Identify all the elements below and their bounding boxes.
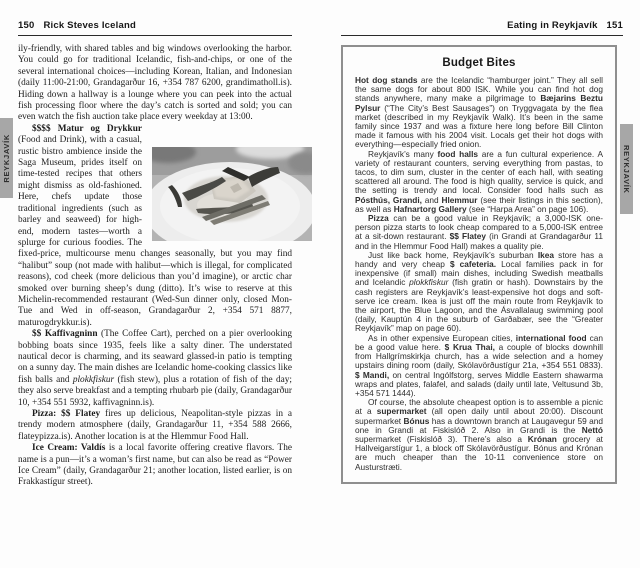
text-run: (The Coffee Cart), perched on a pier overlooking bobbing boats since 1935, feels like a salty diner. The understated nautical decor is charming, and its seaward glassed-in patio is tempting on a sunny day. The main dishes are Icelandic home-cooking classics like fish balls and <box>18 329 292 385</box>
text-run: Nettó <box>581 424 603 435</box>
budget-bites-box <box>341 45 617 484</box>
header-rule-left <box>18 35 292 36</box>
text-run: $$ Kaffivagninn <box>32 329 98 340</box>
page-number-left: 150 <box>18 20 35 31</box>
text-run: As in other expensive European cities, <box>368 332 516 343</box>
section-tab-label: REYKJAVÍK <box>622 144 631 194</box>
text-run: has a downtown branch at Laugavegur 59 and one in Grandi at Fiskislóð 2. Also in Grandi is the <box>355 415 604 435</box>
food-photo-image <box>152 147 312 241</box>
text-run: ily-friendly, with shared tables and big windows overlooking the harbor. You could go for traditional Icelandic, fish-and-chips, or one of the several international choices—including Korean, Italian, and Indonesian (daily 11:00-21:00, Grandagarður 16, +354 787 6200, grandimatholl.is). Hiding down a hallway is a lounge where you can peek into the actual fish processing floor where the day’s catch is sorted and sold; you can even watch the fish auction take place every weekday at 13:00. <box>18 44 292 123</box>
paragraph <box>355 398 603 472</box>
page-left <box>18 20 292 489</box>
text-run: (Food and Drink), with a casual, rustic bistro ambience inside the Saga Museum, prides itself on time-tested recipes that others might dismiss as old-fashioned. Here, chefs update those traditional ingredients (such as barley and seaweed) for high-end, modern tastes—worth a splurge for curious foodies. The fixed-price, multicourse menu changes seasonally, but you may find “halibut” soup (not made with halibut—which is illegal, for complicated reasons), cod cheek (more delicious than you’d imagine), or arctic char smoked over burning sheep’s dung (ditto). It’s wise to reserve at this Michelin-recommended restaurant (Wed-Sun dinner only, closed Mon-Tue and Wed in off-season, Grandagarður 2, +354 571 8877, maturogdrykkur.is). <box>18 135 292 328</box>
food-photo <box>152 147 312 241</box>
text-run: grocery at Hallveigarstígur 1, a block off Skólavörðustígur. Bónus and Krónan are much cheaper than the 10-11 convenience store on Austurstræti. <box>355 433 603 472</box>
text-run: Hafnartorg Gallery <box>393 203 467 214</box>
budget-bites-title: Budget Bites <box>442 57 516 69</box>
text-run: is a local favorite offering creative flavors. The name is a pun—it’s a woman’s first name, but can also be read as “Power Ice Cream” (daily, Grandagarður 21; another location, listed earlier, is on Frakkastígur street). <box>18 443 293 488</box>
section-tab-left <box>0 118 13 198</box>
text-run: $$ Flatey <box>449 231 487 242</box>
paragraph <box>355 214 603 251</box>
text-run: $$$$ Matur og Drykkur <box>32 123 142 134</box>
text-run: are a fun cultural experience. A variety of restaurant counters, serving everything from pastas, to tacos, to dim sum, cluster in the center of each hall, with seating scattered all around. The food is high quality, service is quick, and the setting is trendy and local. Consider food halls such as <box>355 148 603 196</box>
text-run: $ Mandi, <box>355 369 390 380</box>
paragraph <box>18 409 292 443</box>
text-run: Just like back home, Reykjavík’s suburban <box>368 249 538 260</box>
text-run: Hlemmur <box>441 194 478 205</box>
text-run: (fish gratin or hash). Downstairs by the cash registers are Reykjavík’s least-expensive hot dogs and soft-serve ice cream. Ikea is just off the main route from Reykjavík to the airport, the Blue Lagoon, and the Ásvallalaug swimming pool (daily, Kauptún 4 in the suburb of Garðabær, see the “Greater Reykjavík” map on page 60). <box>355 277 603 334</box>
text-run: can be a good value here. <box>355 332 604 352</box>
text-run: (fish stew), plus a rotation of fish of the day; they also serve breakfast and a tempting rhubarb pie (daily, Grandagarður 10, +354 551 5932, kaffivagninn.is). <box>18 374 292 408</box>
paragraph <box>18 443 292 489</box>
text-run: Pizza <box>368 213 389 224</box>
text-run: $ cafeteria. <box>449 259 497 270</box>
page-number-right: 151 <box>606 20 623 31</box>
text-run: Pizza: $$ Flatey <box>32 409 101 419</box>
paragraph <box>18 44 292 124</box>
text-run: Krónan <box>527 433 557 444</box>
paragraph <box>355 251 603 334</box>
paragraph <box>355 76 603 150</box>
text-run: fires up delicious, Neapolitan-style pizzas in a trendy modern atmosphere (daily, Grandagarður 11, +354 588 2666, flateypizza.is). Another location is at the Hlemmur Food Hall. <box>18 409 292 442</box>
page-right-header <box>341 20 623 32</box>
text-run: Ice Cream: Valdís <box>32 443 106 454</box>
text-run: Reykjavík’s many <box>368 148 438 159</box>
paragraph <box>18 329 292 409</box>
text-run: plokkfiskur <box>72 374 115 385</box>
text-run: food halls <box>437 148 479 159</box>
text-run: (see their listings in this section), as well as <box>355 194 603 214</box>
text-run: Bónus <box>403 415 430 426</box>
text-run: supermarket <box>376 406 427 417</box>
text-run: and <box>421 194 442 205</box>
text-run: international food <box>515 332 587 343</box>
page-left-header <box>18 20 292 32</box>
text-run: Pósthús, Grandi, <box>355 194 422 205</box>
text-run: Of course, the absolute cheapest option is to assemble a picnic at a <box>355 397 603 417</box>
page-left-body <box>18 44 292 489</box>
text-run: $ Krua Thai, <box>444 341 495 352</box>
header-rule-right <box>341 35 623 36</box>
paragraph <box>355 334 603 398</box>
text-run: can be a good value in Reykjavík; a 3,000-ISK one-person pizza starts to look cheap compared to a 5,000-ISK entree at a sit-down restaurant. <box>355 213 603 242</box>
text-run: Ikea <box>537 249 554 260</box>
text-run: (“The City’s Best Sausages”) on Tryggvagata by the flea market (described in my Reykjavík Walk). It’s been in the same family since 1937 and was a fixture here long before Bill Clinton made it famous with his 2004 visit. Locals get their hot dogs with everything—especially fried onion. <box>355 102 603 150</box>
text-run: plokkfiskur <box>409 277 449 288</box>
paragraph <box>18 124 292 329</box>
text-run: are the Icelandic “hamburger joint.” They all sell the same dogs for about 800 ISK. While you can find hot dog stands anywhere, many make a pilgrimage to <box>355 75 603 104</box>
text-run: store has a handy and very cheap <box>355 249 604 270</box>
text-run: (see “Harpa Area” on page 106). <box>466 203 589 214</box>
page-right <box>341 20 623 484</box>
text-run: supermarket (Fiskislóð 3). There’s also a <box>355 433 528 444</box>
text-run: Local families pack in for inexpensive (if small) main dishes, including Swedish meatballs and Icelandic <box>355 259 603 288</box>
budget-bites-body <box>355 76 603 472</box>
section-tab-label: REYKJAVÍK <box>2 133 11 183</box>
running-head-right: Eating in Reykjavík <box>507 20 598 31</box>
text-run: Bæjarins Beztu Pylsur <box>355 93 604 113</box>
running-head-left: Rick Steves Iceland <box>43 20 136 31</box>
text-run: Hot dog stands <box>355 75 418 85</box>
text-run: (all open daily until about 20:00). Discount supermarket <box>355 406 603 426</box>
text-run: (in Grandi at Grandagarður 11 and in the Hlemmur Food Hall) makes a quality pie. <box>355 231 604 251</box>
paragraph <box>355 150 603 214</box>
text-run: a couple of blocks downhill from Hallgrímskirkja church, has a wide selection and a homey upstairs dining room (daily, Skólavörðustígur 21a, +354 551 0833). <box>355 341 603 371</box>
text-run: on central Ingólfstorg, serves Middle Eastern shawarma wraps and plates, falafel, and salads (daily until late, Veltusund 3b, +354 571 1444). <box>355 369 603 398</box>
